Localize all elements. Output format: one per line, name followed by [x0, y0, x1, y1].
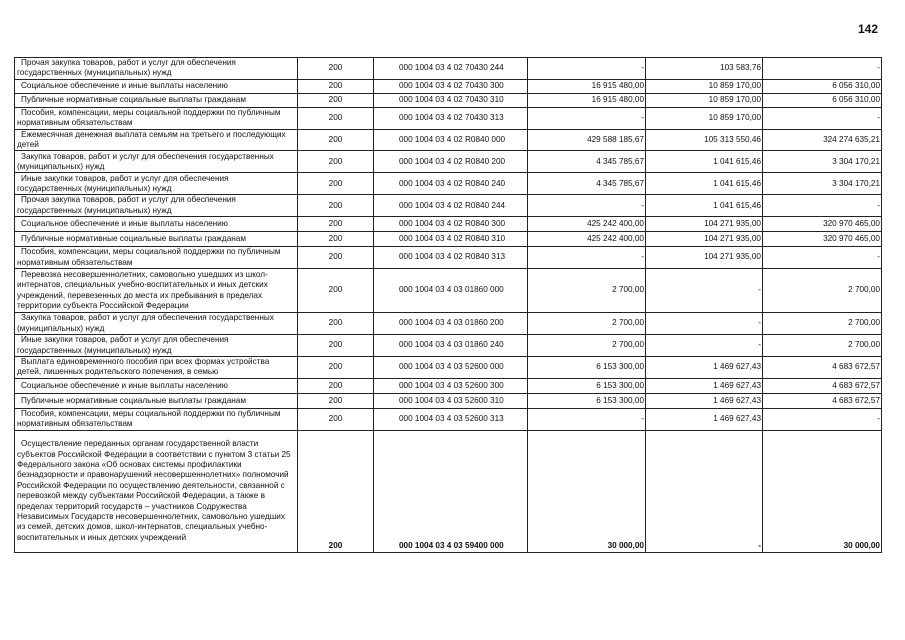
approved-amount: 2 700,00 — [528, 335, 646, 357]
budget-classification-code: 000 1004 03 4 03 52600 310 — [374, 393, 528, 408]
row-name: Выплата единовременного пособия при всех формах устройства детей, лишенных родительского попечения, в семью — [15, 357, 298, 379]
executed-amount: 104 271 935,00 — [646, 232, 763, 247]
line-code: 200 — [298, 173, 374, 195]
table-row — [15, 269, 882, 313]
row-name: Осуществление переданных органам государственной власти субъектов Российской Федерации в соответствии с пунктом 3 статьи 25 Федерального закона «Об основах системы профилактики безнадзорности и правонарушений несовершеннолетних» полномочий Российской Федерации по осуществлению деятельности, связанной с перевозкой между субъектами Российской Федерации, а также в пределах территорий государств – участников Содружества Независимых Государств несовершеннолетних, самовольно ушедших из семей, детских домов, школ-интернатов, специальных учебно-воспитательных и иных детских учреждений — [15, 430, 298, 552]
line-code: 200 — [298, 313, 374, 335]
table-row — [15, 378, 882, 393]
row-name: Перевозка несовершеннолетних, самовольно ушедших из школ-интернатов, специальных учебно-воспитательных и иных детских учреждений, перевезенных до места их пребывания в пределах территории субъекта Российской Федерации — [15, 269, 298, 313]
approved-amount: - — [528, 247, 646, 269]
table-row — [15, 408, 882, 430]
approved-amount: 4 345 785,67 — [528, 173, 646, 195]
approved-amount: 6 153 300,00 — [528, 378, 646, 393]
approved-amount: - — [528, 107, 646, 129]
line-code: 200 — [298, 217, 374, 232]
line-code: 200 — [298, 357, 374, 379]
approved-amount: 2 700,00 — [528, 269, 646, 313]
unexecuted-amount: - — [763, 247, 882, 269]
line-code: 200 — [298, 378, 374, 393]
row-name: Социальное обеспечение и иные выплаты населению — [15, 79, 298, 93]
executed-amount: 104 271 935,00 — [646, 247, 763, 269]
line-code: 200 — [298, 151, 374, 173]
table-row — [15, 393, 882, 408]
table-row — [15, 58, 882, 80]
budget-classification-code: 000 1004 03 4 03 01860 200 — [374, 313, 528, 335]
unexecuted-amount: 320 970 465,00 — [763, 217, 882, 232]
table-row — [15, 195, 882, 217]
row-name: Пособия, компенсации, меры социальной поддержки по публичным нормативным обязательствам — [15, 247, 298, 269]
budget-classification-code: 000 1004 03 4 03 01860 240 — [374, 335, 528, 357]
executed-amount: 1 469 627,43 — [646, 393, 763, 408]
line-code: 200 — [298, 79, 374, 93]
executed-amount: 104 271 935,00 — [646, 217, 763, 232]
row-name: Социальное обеспечение и иные выплаты населению — [15, 378, 298, 393]
unexecuted-amount: 6 056 310,00 — [763, 93, 882, 107]
approved-amount: - — [528, 408, 646, 430]
executed-amount: - — [646, 313, 763, 335]
line-code: 200 — [298, 129, 374, 151]
row-name: Прочая закупка товаров, работ и услуг для обеспечения государственных (муниципальных) нужд — [15, 58, 298, 80]
table-row — [15, 107, 882, 129]
line-code: 200 — [298, 232, 374, 247]
budget-classification-code: 000 1004 03 4 02 R0840 200 — [374, 151, 528, 173]
approved-amount: 429 588 185,67 — [528, 129, 646, 151]
executed-amount: 1 041 615,46 — [646, 173, 763, 195]
line-code: 200 — [298, 247, 374, 269]
unexecuted-amount: 30 000,00 — [763, 430, 882, 552]
executed-amount: 1 469 627,43 — [646, 357, 763, 379]
budget-classification-code: 000 1004 03 4 02 70430 313 — [374, 107, 528, 129]
line-code: 200 — [298, 58, 374, 80]
approved-amount: 30 000,00 — [528, 430, 646, 552]
budget-classification-code: 000 1004 03 4 03 01860 000 — [374, 269, 528, 313]
table-row — [15, 247, 882, 269]
table-row — [15, 79, 882, 93]
table-row — [15, 151, 882, 173]
approved-amount: 16 915 480,00 — [528, 79, 646, 93]
budget-execution-table — [14, 57, 882, 553]
executed-amount: 1 469 627,43 — [646, 378, 763, 393]
unexecuted-amount: 3 304 170,21 — [763, 151, 882, 173]
unexecuted-amount: 4 683 672,57 — [763, 378, 882, 393]
row-name: Закупка товаров, работ и услуг для обеспечения государственных (муниципальных) нужд — [15, 313, 298, 335]
table-row — [15, 335, 882, 357]
row-name: Иные закупки товаров, работ и услуг для обеспечения государственных (муниципальных) нужд — [15, 335, 298, 357]
line-code: 200 — [298, 430, 374, 552]
unexecuted-amount: 3 304 170,21 — [763, 173, 882, 195]
unexecuted-amount: 320 970 465,00 — [763, 232, 882, 247]
table-row — [15, 357, 882, 379]
unexecuted-amount: - — [763, 195, 882, 217]
line-code: 200 — [298, 269, 374, 313]
budget-classification-code: 000 1004 03 4 02 R0840 244 — [374, 195, 528, 217]
unexecuted-amount: 4 683 672,57 — [763, 393, 882, 408]
page-number: 142 — [858, 22, 879, 36]
unexecuted-amount: - — [763, 107, 882, 129]
table-row — [15, 313, 882, 335]
row-name: Пособия, компенсации, меры социальной поддержки по публичным нормативным обязательствам — [15, 107, 298, 129]
approved-amount: 6 153 300,00 — [528, 357, 646, 379]
executed-amount: 10 859 170,00 — [646, 107, 763, 129]
budget-classification-code: 000 1004 03 4 02 70430 300 — [374, 79, 528, 93]
row-name: Закупка товаров, работ и услуг для обеспечения государственных (муниципальных) нужд — [15, 151, 298, 173]
row-name: Публичные нормативные социальные выплаты гражданам — [15, 93, 298, 107]
approved-amount: 4 345 785,67 — [528, 151, 646, 173]
unexecuted-amount: - — [763, 408, 882, 430]
executed-amount: 10 859 170,00 — [646, 79, 763, 93]
executed-amount: 105 313 550,46 — [646, 129, 763, 151]
row-name: Социальное обеспечение и иные выплаты населению — [15, 217, 298, 232]
executed-amount: - — [646, 269, 763, 313]
unexecuted-amount: 2 700,00 — [763, 335, 882, 357]
table-row — [15, 173, 882, 195]
budget-classification-code: 000 1004 03 4 02 R0840 300 — [374, 217, 528, 232]
budget-classification-code: 000 1004 03 4 02 R0840 240 — [374, 173, 528, 195]
unexecuted-amount: 2 700,00 — [763, 313, 882, 335]
row-name: Прочая закупка товаров, работ и услуг для обеспечения государственных (муниципальных) нужд — [15, 195, 298, 217]
row-name: Иные закупки товаров, работ и услуг для обеспечения государственных (муниципальных) нужд — [15, 173, 298, 195]
table-row — [15, 129, 882, 151]
executed-amount: - — [646, 430, 763, 552]
budget-classification-code: 000 1004 03 4 02 R0840 313 — [374, 247, 528, 269]
unexecuted-amount: 2 700,00 — [763, 269, 882, 313]
budget-classification-code: 000 1004 03 4 03 59400 000 — [374, 430, 528, 552]
approved-amount: 2 700,00 — [528, 313, 646, 335]
executed-amount: 10 859 170,00 — [646, 93, 763, 107]
row-name: Публичные нормативные социальные выплаты гражданам — [15, 232, 298, 247]
executed-amount: 103 583,76 — [646, 58, 763, 80]
line-code: 200 — [298, 107, 374, 129]
row-name: Публичные нормативные социальные выплаты гражданам — [15, 393, 298, 408]
budget-classification-code: 000 1004 03 4 03 52600 000 — [374, 357, 528, 379]
line-code: 200 — [298, 335, 374, 357]
executed-amount: - — [646, 335, 763, 357]
budget-classification-code: 000 1004 03 4 02 R0840 000 — [374, 129, 528, 151]
approved-amount: 425 242 400,00 — [528, 232, 646, 247]
approved-amount: - — [528, 58, 646, 80]
unexecuted-amount: 6 056 310,00 — [763, 79, 882, 93]
budget-classification-code: 000 1004 03 4 03 52600 300 — [374, 378, 528, 393]
budget-classification-code: 000 1004 03 4 02 R0840 310 — [374, 232, 528, 247]
row-name: Ежемесячная денежная выплата семьям на третьего и последующих детей — [15, 129, 298, 151]
approved-amount: 425 242 400,00 — [528, 217, 646, 232]
table-body — [15, 58, 882, 553]
approved-amount: 6 153 300,00 — [528, 393, 646, 408]
executed-amount: 1 469 627,43 — [646, 408, 763, 430]
unexecuted-amount: 4 683 672,57 — [763, 357, 882, 379]
table-row — [15, 217, 882, 232]
line-code: 200 — [298, 93, 374, 107]
budget-classification-code: 000 1004 03 4 03 52600 313 — [374, 408, 528, 430]
table-row — [15, 232, 882, 247]
unexecuted-amount: 324 274 635,21 — [763, 129, 882, 151]
table-row — [15, 430, 882, 552]
approved-amount: 16 915 480,00 — [528, 93, 646, 107]
budget-classification-code: 000 1004 03 4 02 70430 310 — [374, 93, 528, 107]
executed-amount: 1 041 615,46 — [646, 151, 763, 173]
executed-amount: 1 041 615,46 — [646, 195, 763, 217]
line-code: 200 — [298, 393, 374, 408]
table-row — [15, 93, 882, 107]
line-code: 200 — [298, 408, 374, 430]
line-code: 200 — [298, 195, 374, 217]
unexecuted-amount: - — [763, 58, 882, 80]
approved-amount: - — [528, 195, 646, 217]
row-name: Пособия, компенсации, меры социальной поддержки по публичным нормативным обязательствам — [15, 408, 298, 430]
budget-classification-code: 000 1004 03 4 02 70430 244 — [374, 58, 528, 80]
